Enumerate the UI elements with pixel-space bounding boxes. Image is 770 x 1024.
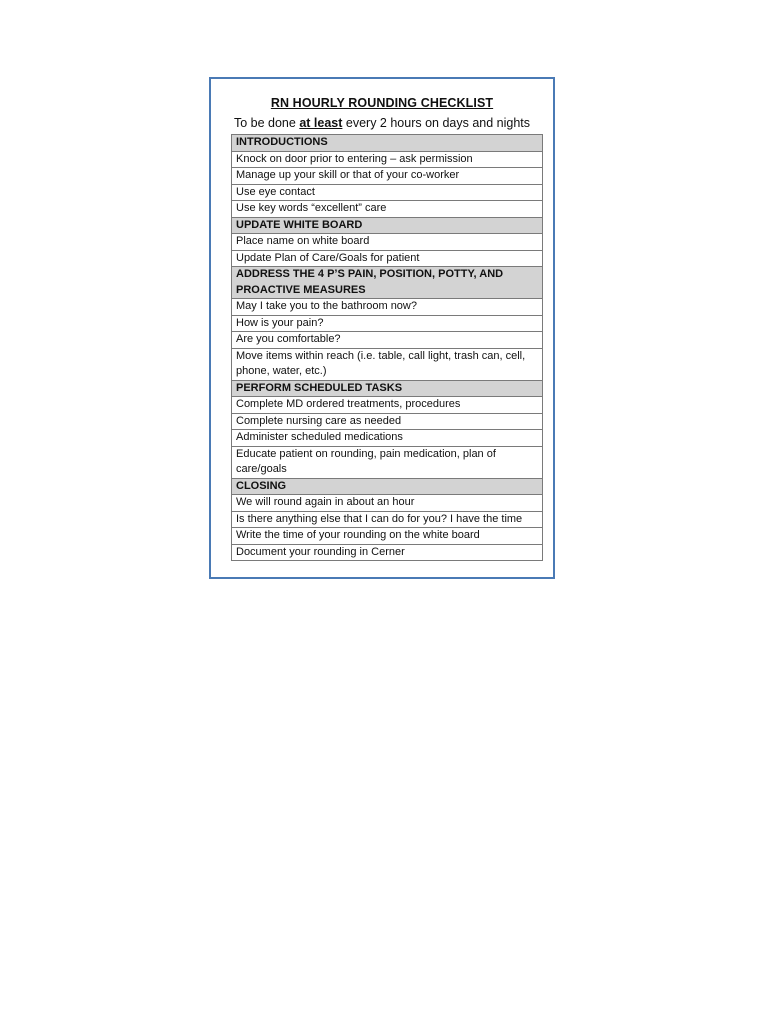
rounding-checklist-table — [231, 134, 543, 561]
section-heading: CLOSING — [232, 478, 543, 495]
checklist-row — [232, 397, 543, 414]
checklist-row — [232, 250, 543, 267]
checklist-item: Educate patient on rounding, pain medication, plan of care/goals — [232, 446, 543, 478]
checklist-row — [232, 201, 543, 218]
section-heading-row — [232, 135, 543, 152]
section-heading: INTRODUCTIONS — [232, 135, 543, 152]
section-heading: PERFORM SCHEDULED TASKS — [232, 380, 543, 397]
checklist-item: Use key words “excellent” care — [232, 201, 543, 218]
checklist-row — [232, 348, 543, 380]
checklist-item: Complete nursing care as needed — [232, 413, 543, 430]
section-heading-row — [232, 267, 543, 299]
checklist-item: Are you comfortable? — [232, 332, 543, 349]
checklist-row — [232, 151, 543, 168]
checklist-item: Document your rounding in Cerner — [232, 544, 543, 561]
checklist-item: We will round again in about an hour — [232, 495, 543, 512]
checklist-row — [232, 168, 543, 185]
document-title: RN HOURLY ROUNDING CHECKLIST — [270, 96, 494, 110]
section-heading: ADDRESS THE 4 P’S PAIN, POSITION, POTTY, AND PROACTIVE MEASURES — [232, 267, 543, 299]
checklist-row — [232, 184, 543, 201]
checklist-item: Move items within reach (i.e. table, call light, trash can, cell, phone, water, etc.) — [232, 348, 543, 380]
checklist-item: Is there anything else that I can do for you? I have the time — [232, 511, 543, 528]
checklist-item: Update Plan of Care/Goals for patient — [232, 250, 543, 267]
checklist-item: May I take you to the bathroom now? — [232, 299, 543, 316]
checklist-item: Administer scheduled medications — [232, 430, 543, 447]
checklist-item: Use eye contact — [232, 184, 543, 201]
checklist-body — [232, 135, 543, 561]
subtitle-trailing-text: every 2 hours on days and nights — [342, 116, 531, 130]
checklist-item: How is your pain? — [232, 315, 543, 332]
checklist-row — [232, 446, 543, 478]
checklist-card — [209, 77, 555, 579]
checklist-item: Place name on white board — [232, 234, 543, 251]
section-heading-row — [232, 380, 543, 397]
checklist-row — [232, 315, 543, 332]
checklist-row — [232, 495, 543, 512]
checklist-row — [232, 528, 543, 545]
checklist-row — [232, 299, 543, 316]
checklist-row — [232, 511, 543, 528]
checklist-row — [232, 430, 543, 447]
subtitle-emphasis: at least — [299, 116, 343, 130]
checklist-item: Manage up your skill or that of your co-worker — [232, 168, 543, 185]
checklist-item: Knock on door prior to entering – ask permission — [232, 151, 543, 168]
checklist-row — [232, 332, 543, 349]
checklist-row — [232, 413, 543, 430]
checklist-item: Complete MD ordered treatments, procedures — [232, 397, 543, 414]
document-subtitle — [211, 116, 553, 130]
section-heading: UPDATE WHITE BOARD — [232, 217, 543, 234]
checklist-item: Write the time of your rounding on the white board — [232, 528, 543, 545]
checklist-row — [232, 544, 543, 561]
checklist-row — [232, 234, 543, 251]
subtitle-lead-text: To be done — [233, 116, 300, 130]
section-heading-row — [232, 217, 543, 234]
section-heading-row — [232, 478, 543, 495]
